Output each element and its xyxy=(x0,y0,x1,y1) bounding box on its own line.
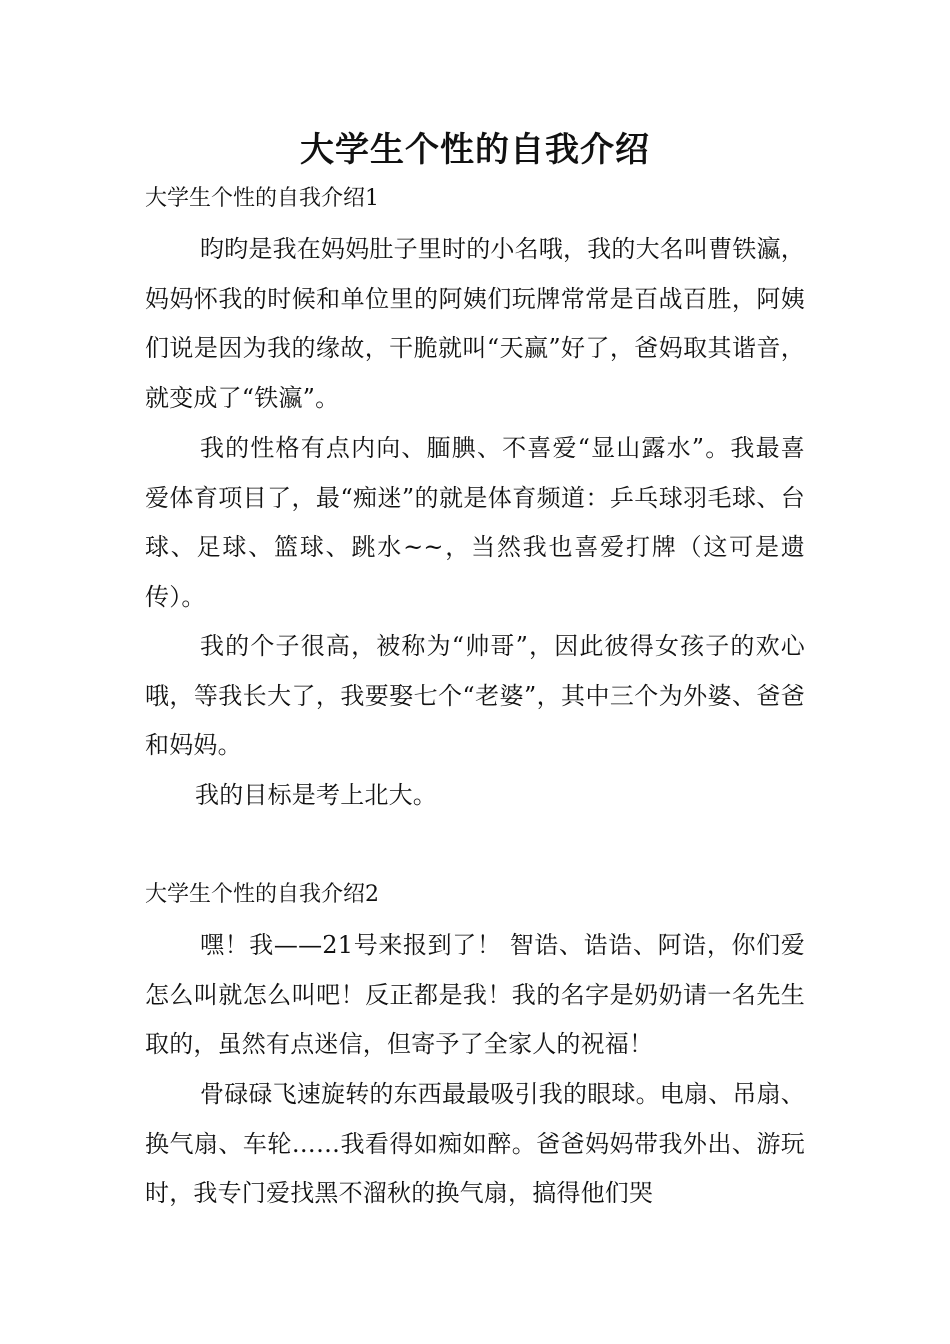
paragraph: 昀昀是我在妈妈肚子里时的小名哦，我的大名叫曹铁瀛，妈妈怀我的时候和单位里的阿姨们玩牌常常是百战百胜，阿姨们说是因为我的缘故，干脆就叫“天赢”好了，爸妈取其谐音，就变成了“铁瀛”。 xyxy=(145,235,805,412)
document-title: 大学生个性的自我介绍 xyxy=(300,130,650,170)
section-heading-2: 大学生个性的自我介绍2 xyxy=(145,882,379,907)
section-heading-1: 大学生个性的自我介绍1 xyxy=(145,186,379,211)
paragraph: 嘿！我——21号来报到了！ 智诰、诰诰、阿诰，你们爱怎么叫就怎么叫吧！反正都是我！我的名字是奶奶请一名先生取的，虽然有点迷信，但寄予了全家人的祝福！ xyxy=(145,931,805,1058)
paragraph: 我的性格有点内向、腼腆、不喜爱“显山露水”。我最喜爱体育项目了，最“痴迷”的就是体育频道：乒乓球羽毛球、台球、足球、篮球、跳水~~，当然我也喜爱打牌（这可是遗传）。 xyxy=(145,434,805,611)
paragraph: 我的目标是考上北大。 xyxy=(195,781,437,809)
paragraph: 我的个子很高，被称为“帅哥”，因此彼得女孩子的欢心哦，等我长大了，我要娶七个“老婆”，其中三个为外婆、爸爸和妈妈。 xyxy=(145,632,805,759)
paragraph: 骨碌碌飞速旋转的东西最最吸引我的眼球。电扇、吊扇、换气扇、车轮……我看得如痴如醉。爸爸妈妈带我外出、游玩时，我专门爱找黑不溜秋的换气扇，搞得他们哭 xyxy=(145,1080,805,1207)
